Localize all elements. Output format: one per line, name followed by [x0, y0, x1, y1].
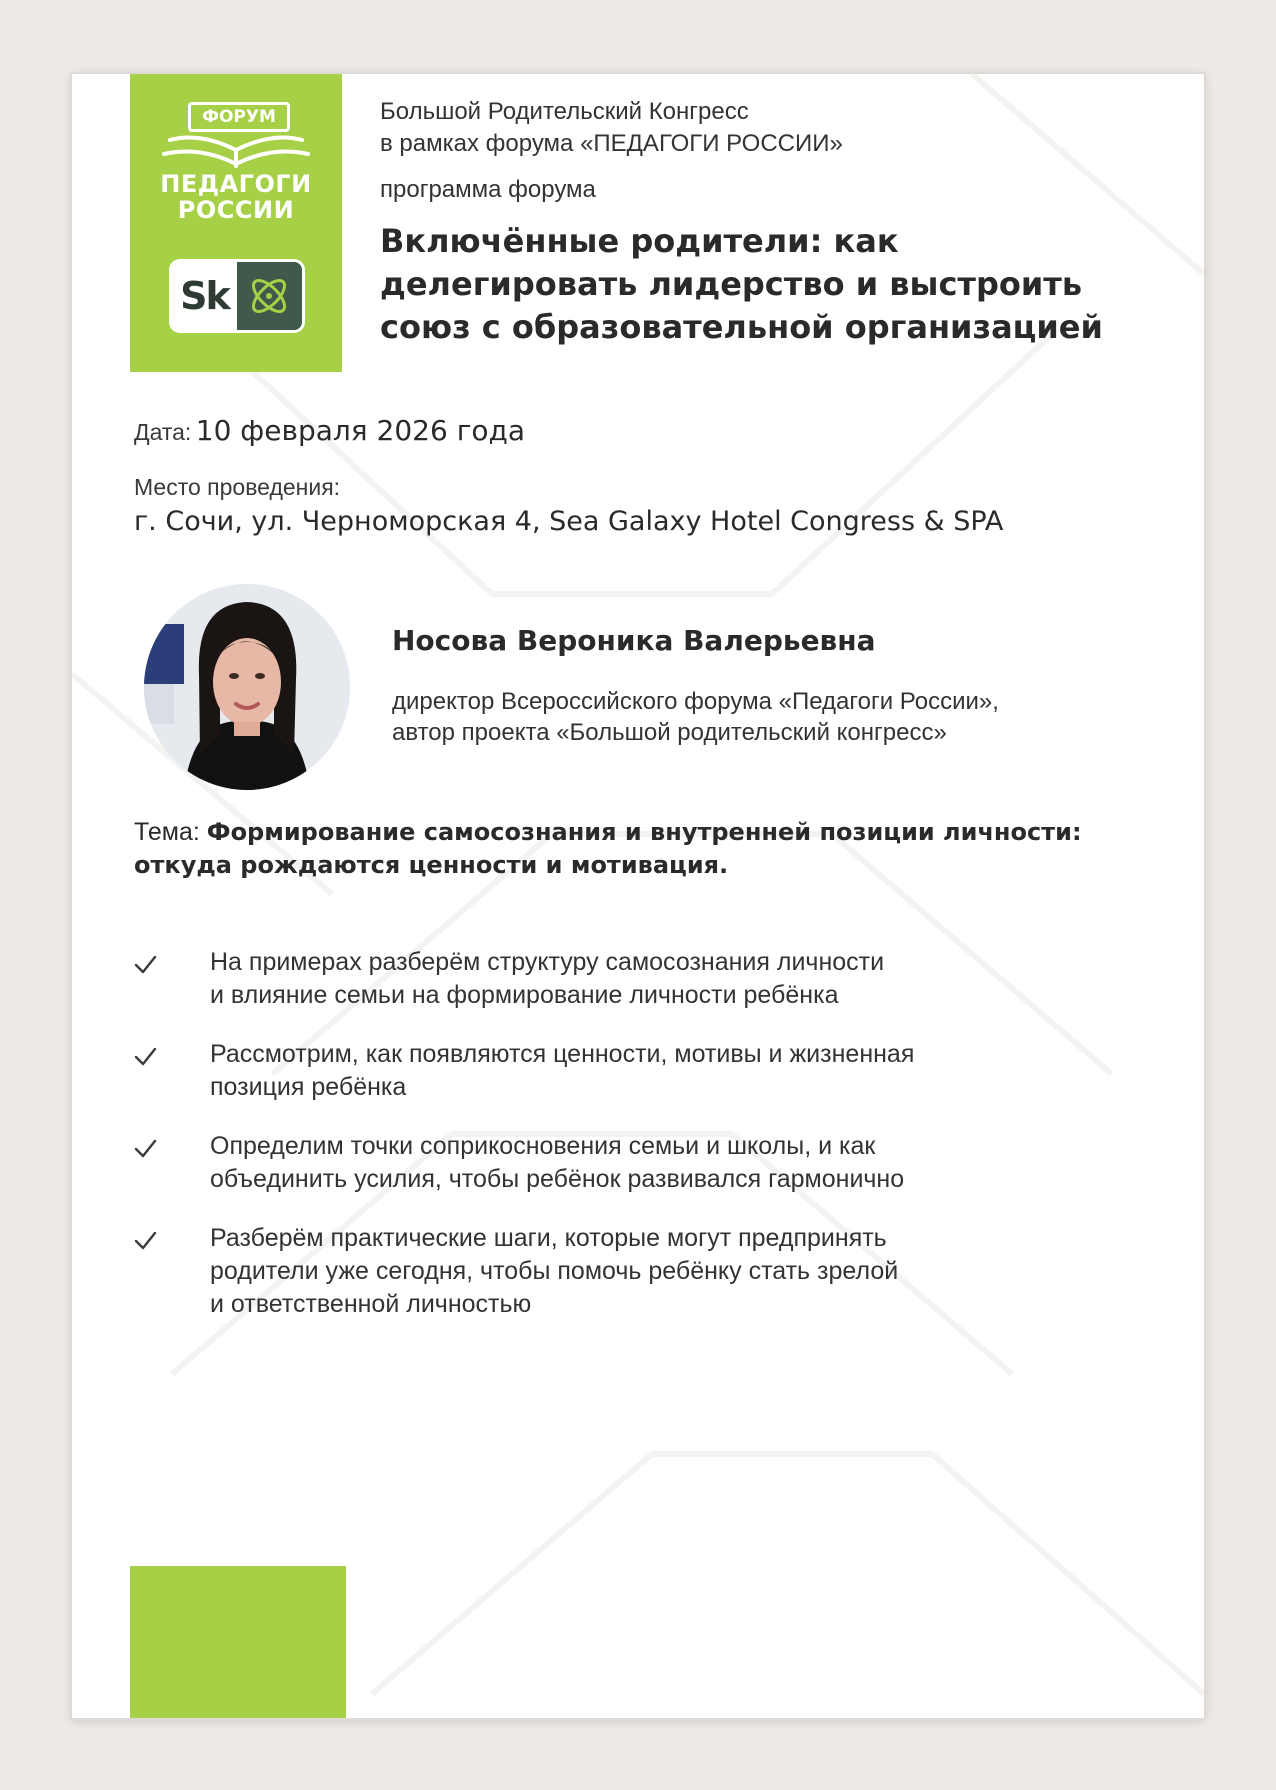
skolkovo-atom-icon — [237, 262, 302, 330]
title-line-1: Включённые родители: как — [380, 222, 899, 260]
list-item-line: и ответственной личностью — [210, 1290, 532, 1318]
forum-label: ФОРУМ — [188, 102, 290, 132]
list-item-line: Определим точки соприкосновения семьи и школы, и как — [210, 1132, 876, 1160]
venue-label: Место проведения: — [134, 474, 341, 500]
list-item — [132, 1222, 1132, 1321]
page-title — [380, 220, 1170, 349]
topic-label: Тема: — [134, 818, 200, 846]
checkmark-icon — [132, 1044, 158, 1070]
sk-text: Sk — [172, 262, 237, 330]
forum-logo-block — [130, 74, 342, 372]
list-item — [132, 1130, 1132, 1196]
logo-line-pedagogi: ПЕДАГОГИ — [160, 170, 312, 198]
checkmark-icon — [132, 1228, 158, 1254]
list-item — [132, 1038, 1132, 1104]
checkmark-icon — [132, 1136, 158, 1162]
event-date — [134, 414, 525, 447]
agenda-points — [132, 946, 1132, 1347]
list-item-line: объединить усилия, чтобы ребёнок развивался гармонично — [210, 1165, 905, 1193]
speaker-role-line-2: автор проекта «Большой родительский конгресс» — [392, 719, 947, 746]
topic-value-line-1: Формирование самосознания и внутренней позиции личности: — [206, 818, 1082, 846]
program-label: программа форума — [380, 176, 596, 203]
speaker-name: Носова Вероника Валерьевна — [392, 624, 876, 657]
title-line-3: союз с образовательной организацией — [380, 308, 1103, 346]
decorative-green-block — [130, 1566, 346, 1718]
list-item-line: Разберём практические шаги, которые могут предпринять — [210, 1224, 887, 1252]
date-label: Дата: — [134, 419, 192, 445]
list-item-line: Рассмотрим, как появляются ценности, мотивы и жизненная — [210, 1040, 915, 1068]
list-item-line: родители уже сегодня, чтобы помочь ребёнку стать зрелой — [210, 1257, 899, 1285]
header — [380, 96, 1170, 349]
speaker-role-line-1: директор Всероссийского форума «Педагоги России», — [392, 688, 999, 715]
speaker-role — [392, 686, 999, 748]
topic-value-line-2: откуда рождаются ценности и мотивация. — [134, 851, 729, 879]
congress-line-1: Большой Родительский Конгресс — [380, 98, 749, 125]
list-item-line: На примерах разберём структуру самосознания личности — [210, 948, 885, 976]
logo-line-rossii: РОССИИ — [177, 196, 295, 224]
checkmark-icon — [132, 952, 158, 978]
title-line-2: делегировать лидерство и выстроить — [380, 265, 1083, 303]
topic — [134, 816, 1174, 882]
skolkovo-logo — [172, 262, 302, 330]
list-item-line: и влияние семьи на формирование личности ребёнка — [210, 981, 839, 1009]
program-sheet — [72, 74, 1204, 1718]
list-item-line: позиция ребёнка — [210, 1073, 407, 1101]
congress-line-2: в рамках форума «ПЕДАГОГИ РОССИИ» — [380, 130, 843, 157]
date-value: 10 февраля 2026 года — [195, 414, 526, 447]
list-item — [132, 946, 1132, 1012]
speaker-photo — [144, 584, 350, 790]
venue-value: г. Сочи, ул. Черноморская 4, Sea Galaxy Hotel Congress & SPA — [134, 506, 1004, 537]
